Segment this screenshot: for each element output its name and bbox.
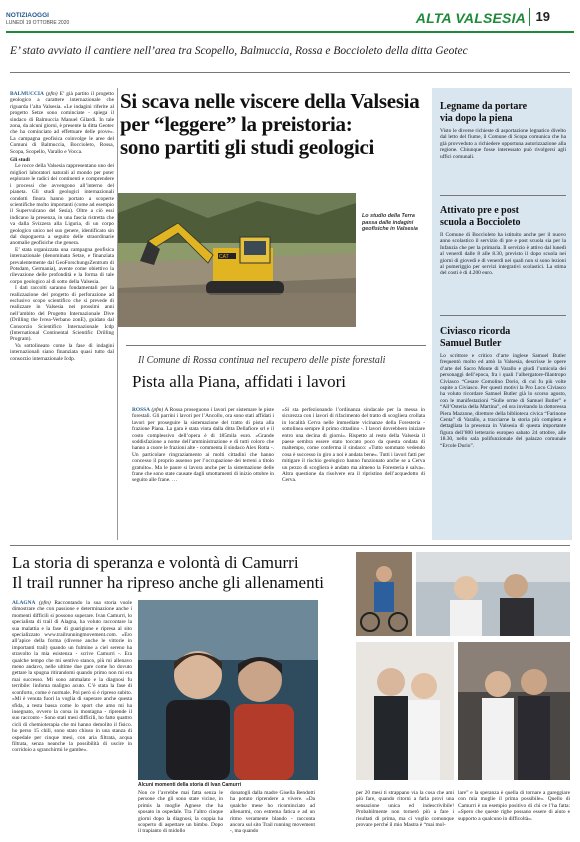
story3-column-5: lare” e la speranza è quella di tornare a gareggiare con mia moglie il prima possibile». Quello di Camurri è un esempio positivo di chi ce l’ha fatta: «Spero che queste righe possano essere di aiuto e supporto a qualcuno in difficoltà». xyxy=(458,790,570,822)
story2-subheadline: Il Comune di Rossa continua nel recupero delle piste forestali xyxy=(138,355,386,366)
story2-place: ROSSA xyxy=(132,407,150,413)
brief-butler-title-2: Samuel Butler xyxy=(440,337,502,349)
excavator-photo xyxy=(118,193,356,327)
brief-butler xyxy=(440,326,566,449)
issue-date: LUNEDÌ 19 OTTOBRE 2020 xyxy=(6,20,70,26)
story1-headline xyxy=(120,90,425,159)
brief-legname-title-1: Legname da portare xyxy=(440,101,528,112)
divider xyxy=(440,195,566,196)
brief-prescuola-body: Il Comune di Boccioleto ha istituito anche per il nuovo anno scolastico il servizio di pre e post scuola sia per la Infanzia che per la primaria. Il servizio è attivo dal lunedì al venerdì dalle 8 alle 8.30, previsto il dopo scuola nei giorni di giovedì e di venerdì nei quali non si sono lezioni al pomeriggio per servizi integrativi scolastici. La stima del costi è di 4.200 euro. xyxy=(440,232,566,277)
story2-byline: (pfm) xyxy=(151,407,164,413)
story3-headline-line1: La storia di speranza e volontà di Camurri xyxy=(12,553,299,572)
story1-place: BALMUCCIA xyxy=(10,91,44,97)
brief-prescuola-title-1: Attivato pre e post xyxy=(440,205,519,216)
story1-headline-line2: per “leggere” la preistoria: xyxy=(120,112,353,136)
story2-column-b: «Si sta perfezionando l’ordinanza sindacale per la messa in sicurezza con i lavori di rifacimento del tratto di scogliera crollata in località Cerva nelle immediate vicinanze della Foresteria - sottolinea sempre il primo cittadino -. I lavori dovrebbero iniziare entro una decina di giorni». Rispetto al resto della Valsesia il paese sembra essere stato toccato poco da questa ondata di maltempo, come conferma il sindaco: «Tutto sommato vedendo cosa è successo in giro a noi è andata bene». Tutti i lavori fatti per mitigare il rischio geologico hanno funzionato anche se a Cerva un pezzo di scogliera è andato ma almeno la Foresteria è salva». Altra questione da risolvere era il ripristino dell’acquedotto di Cerva. xyxy=(282,407,425,484)
divider xyxy=(440,315,566,316)
brief-prescuola-title-2: scuola a Boccioleto xyxy=(440,216,521,228)
section-title: ALTA VALSESIA xyxy=(415,10,526,26)
story3-column-2: Non ce l’avrebbe mai fatta senza le persone che gli sono state vicine, in primis la moglie Agnese che ha sposato in ospedale. Tra l’altro cinque giorni dopo la diagnosi, la coppia ha scoperto di aspettare un bimbo. Dopo il trapianto di midollo xyxy=(138,790,223,835)
story2-text-a: A Rossa proseguono i lavori per sistemare le piste forestali. Gli parrini i lavori per l’Ancollo, ora sono stati affidati i lavori per proseguire la sistemazione del tratto di pista alla frazione Piana. La gara è stata vinta dalla ditta Dellafiore srl e il costo complessivo dell’opera è di 185mila euro. «Grande soddisfazione a nome dell’amministrazione e di tutti coloro che hanno a cuore le frazioni alte - commenta il sindaco Alex Rotta -. Un particolare ringraziamento ai molti cittadini che hanno concesso il proprio assenso per l’occupazione dei terreni a titolo gratuito». Ma le paure si lavora anche per la sistemazione delle frane che sono state causate dagli smottamenti di inizio ottobre in seguito alle frane. … xyxy=(132,407,274,484)
story3-text-1: Raccontando la sua storia vuole dimostrare che con passione e determinazione anche i momenti difficili si possono superare. Ivan Camurri, lo specialista di trail di Alagna, ha voluto raccontare la sua malattia e la fase di guarigione e ripresa al sito specializzato www.trailrunningmovement.com. «Ero all’apice della forma (diverse anche le vittorie in importanti trail) quando un fulmine a ciel sereno ha stravolto la mia esistenza - scrive Camurri -. Era qualche tempo che mi sentivo stanco, più mi allenavo meno andavo, nelle ultime due gare come ho dovuto gettare la spugna ritirandomi quando primo non mi era mai successo. Mi sono ammalato e la diagnosi fu terribile: linfoma maligno acuto. C’è stata la fase di sconforto, come è normale. Poi però si è ripreso subito. «Mi è venuta fuori la voglia di superare anche questa sfida, a testa bassa come lo sport che amo mi ha insegnato, ovvero la corsa in montagna - riprende il suo racconto - Sono stati mesi difficili, ho fatto quattro cicli di chemioterapia che mi hanno demolito il fisico. ho perso 15 chili, sono stato chiuso in una stanza di ospedale per cinque mesi, con aria filtrata, acqua filtrata, senza neanche la possibilità di uscire in corridoio a sgranchirmi le gambe». xyxy=(12,600,132,754)
story1-headline-line3: sono partiti gli studi geologici xyxy=(120,135,375,159)
story1-body1: Le rocce della Valsesia rappresentano uno dei migliori laboratori naturali al mondo per poter esplorare le radici dei continenti e comprendere i processi che avvengono all’interno del pianeta. Gli studi geologici internazionali condotti finora hanno portato a scoperte scientifiche molto importanti (come ad esempio il Supervulcano del Sesia). Oltre a ciò essi indicano la presenza, in una fascia ristretta che va dalla Svizzera alla Liguria, di un corpo geologico unico nel suo genere, identificato sin dal dopoguerra a seguito delle straordinarie anomalie geofisiche che genera. xyxy=(10,163,114,247)
brief-butler-title-1: Civiasco ricorda xyxy=(440,326,511,337)
brief-legname-body: Visto le diverse richieste di asportazione legnatico divelto dal letto del fiume, il Comune di Scopa comunica che ha già provveduto a richiedere opportuna autorizzazione alla regione. Chiunque fosse interessato può rivolgersi agli uffici comunali. xyxy=(440,128,566,160)
divider xyxy=(126,345,426,346)
story2-column-a xyxy=(132,407,274,484)
camurri-photo-bike xyxy=(356,552,412,636)
camurri-photo-mother xyxy=(356,642,454,780)
camurri-photo-hospital xyxy=(416,552,570,636)
story1-lead: E’ già partito il progetto geologico a carattere internazionale che riguarda l’alta Valsesia. «Le indagini riferite al progetto Setze sono cominciate - spiega il sindaco di Balmuccia Manuel Gilardi. In tale zona, da alcuni giorni, è presente la ditta Geotec che ha cominciato ad effettuare delle prove». La campagna geofisica coinvolge le aree del Comuni di Balmuccia, Boccioleto, Rossa, Scopa, Scopello, Varallo e Vocca. xyxy=(10,91,114,155)
brief-legname xyxy=(440,101,566,160)
svg-text:CAT: CAT xyxy=(219,254,229,260)
brief-prescuola xyxy=(440,205,566,277)
excavator-illustration xyxy=(118,193,356,327)
page-number: 19 xyxy=(529,8,550,26)
story1-body3: I dati raccolti saranno fondamentali per la realizzazione del progetto di perforazione ad esclusivo scopo scientifico che si prevede di realizzare in Valsesia nei prossimi anni nell’ambito del Progetto Internazionale Dive (Drilling the Ivrea-Verbano zonE), guidato dal Consorzio Scientifico Internazionale Icdp (International Continental Scientific Drilling Program). xyxy=(10,285,114,343)
brief-butler-body: Lo scrittore e critico d’arte inglese Samuel Butler frequentò molto ed amò la Valsesia, descrisse le opere d’arte del Sacro Monte di Varallo e giudì l’umicola dei personaggi dell’epoca, fra i quali l’albergatore-filantropo Civiasco “Cesare Comolino Dorio, di cui fu più volte ospite a Civiasco. Per questi motivi la Pro Loco Civiasco ha voluto ricordare Samuel Butler già lo scorso agosto, con le manifestazioni “Sulle orme di Samuel Butler” e “All’Osteria della Martina”, ed ora invitando la dottoressa Piera Mazzone, direttore della biblioteca civica “Farinone Centa” di Varallo, a tracciarne la storia più completa e dettagliata la presenza in Valsesia di questa importante figura dell’800 letterario europeo sabato 24 ottobre, alle 18.30, nello sala polifunzionale del palazzo comunale “Ercole Durio”. xyxy=(440,353,566,449)
mother-photo-illustration xyxy=(356,642,454,780)
story3-place: ALAGNA xyxy=(12,600,36,606)
couple-photo-illustration xyxy=(138,600,318,780)
top-headline: E’ stato avviato il cantiere nell’area tra Scopello, Balmuccia, Rossa e Boccioleto della ditta Geotec xyxy=(10,45,468,57)
story3-headline-line2: Il trail runner ha ripreso anche gli allenamenti xyxy=(12,573,325,592)
excavator-photo-caption: Lo studio della Terra passa dalle indagini geofisiche in Valsesia xyxy=(362,213,418,232)
story1-body2: E’ stata organizzata una campagna geofisica internazionale (denominata Setze, e finanziata prevalentemente dal GeoForschungsZentrum di Potsdam, Germania), avente come obiettivo la rilevazione delle profondità e la forma di tale corpo geologico al di sotto della Valsesia. xyxy=(10,246,114,285)
story3-column-4: per 20 mesi ti strappano via la cosa che ami più fare, quando ritorni a farla provi una sensazione unica ed indescrivibile! Probabilmente non tornerò più a fare i risultati di prima, ma ci voglio comunque provare perché il mio Mastra è “mai mol- xyxy=(356,790,454,829)
divider xyxy=(10,545,570,546)
story1-left-column xyxy=(10,91,114,362)
story1-body5: Va sottolineato come la fase di indagini internazionali siano finanziata quasi tutto dal consorzio internazionale Icdp. xyxy=(10,342,114,362)
camurri-photo-main xyxy=(138,600,318,780)
story3-column-1 xyxy=(12,600,132,754)
wedding-photo-illustration xyxy=(458,642,570,780)
story1-byline: (pfm) xyxy=(45,91,58,97)
camurri-photo-wedding xyxy=(458,642,570,780)
header-rule xyxy=(6,31,574,33)
camurri-photo-caption: Alcuni momenti della storia di Ivan Camurri xyxy=(138,782,242,788)
brief-legname-title-2: via dopo la piena xyxy=(440,112,513,124)
story2-headline: Pista alla Piana, affidati i lavori xyxy=(132,372,347,391)
divider xyxy=(10,72,570,73)
newspaper-brand: NOTIZIAOGGI xyxy=(6,12,49,19)
story1-subhead: Gli studi xyxy=(10,157,30,164)
story3-byline: (pfm) xyxy=(39,600,51,606)
story3-column-3: donatogli dalla madre Gisella Bendotti ha potuto riprendere a vivere. «Da qualche mese ho ricominciato ad allenarmi, con estrema fatica e ad un ritmo veramente blando - racconta ancora sul sito Trail running movement -, ma quando xyxy=(230,790,315,835)
bike-photo-illustration xyxy=(356,552,412,636)
hospital-photo-illustration xyxy=(416,552,570,636)
story1-headline-line1: Si scava nelle viscere della Valsesia xyxy=(120,89,420,113)
